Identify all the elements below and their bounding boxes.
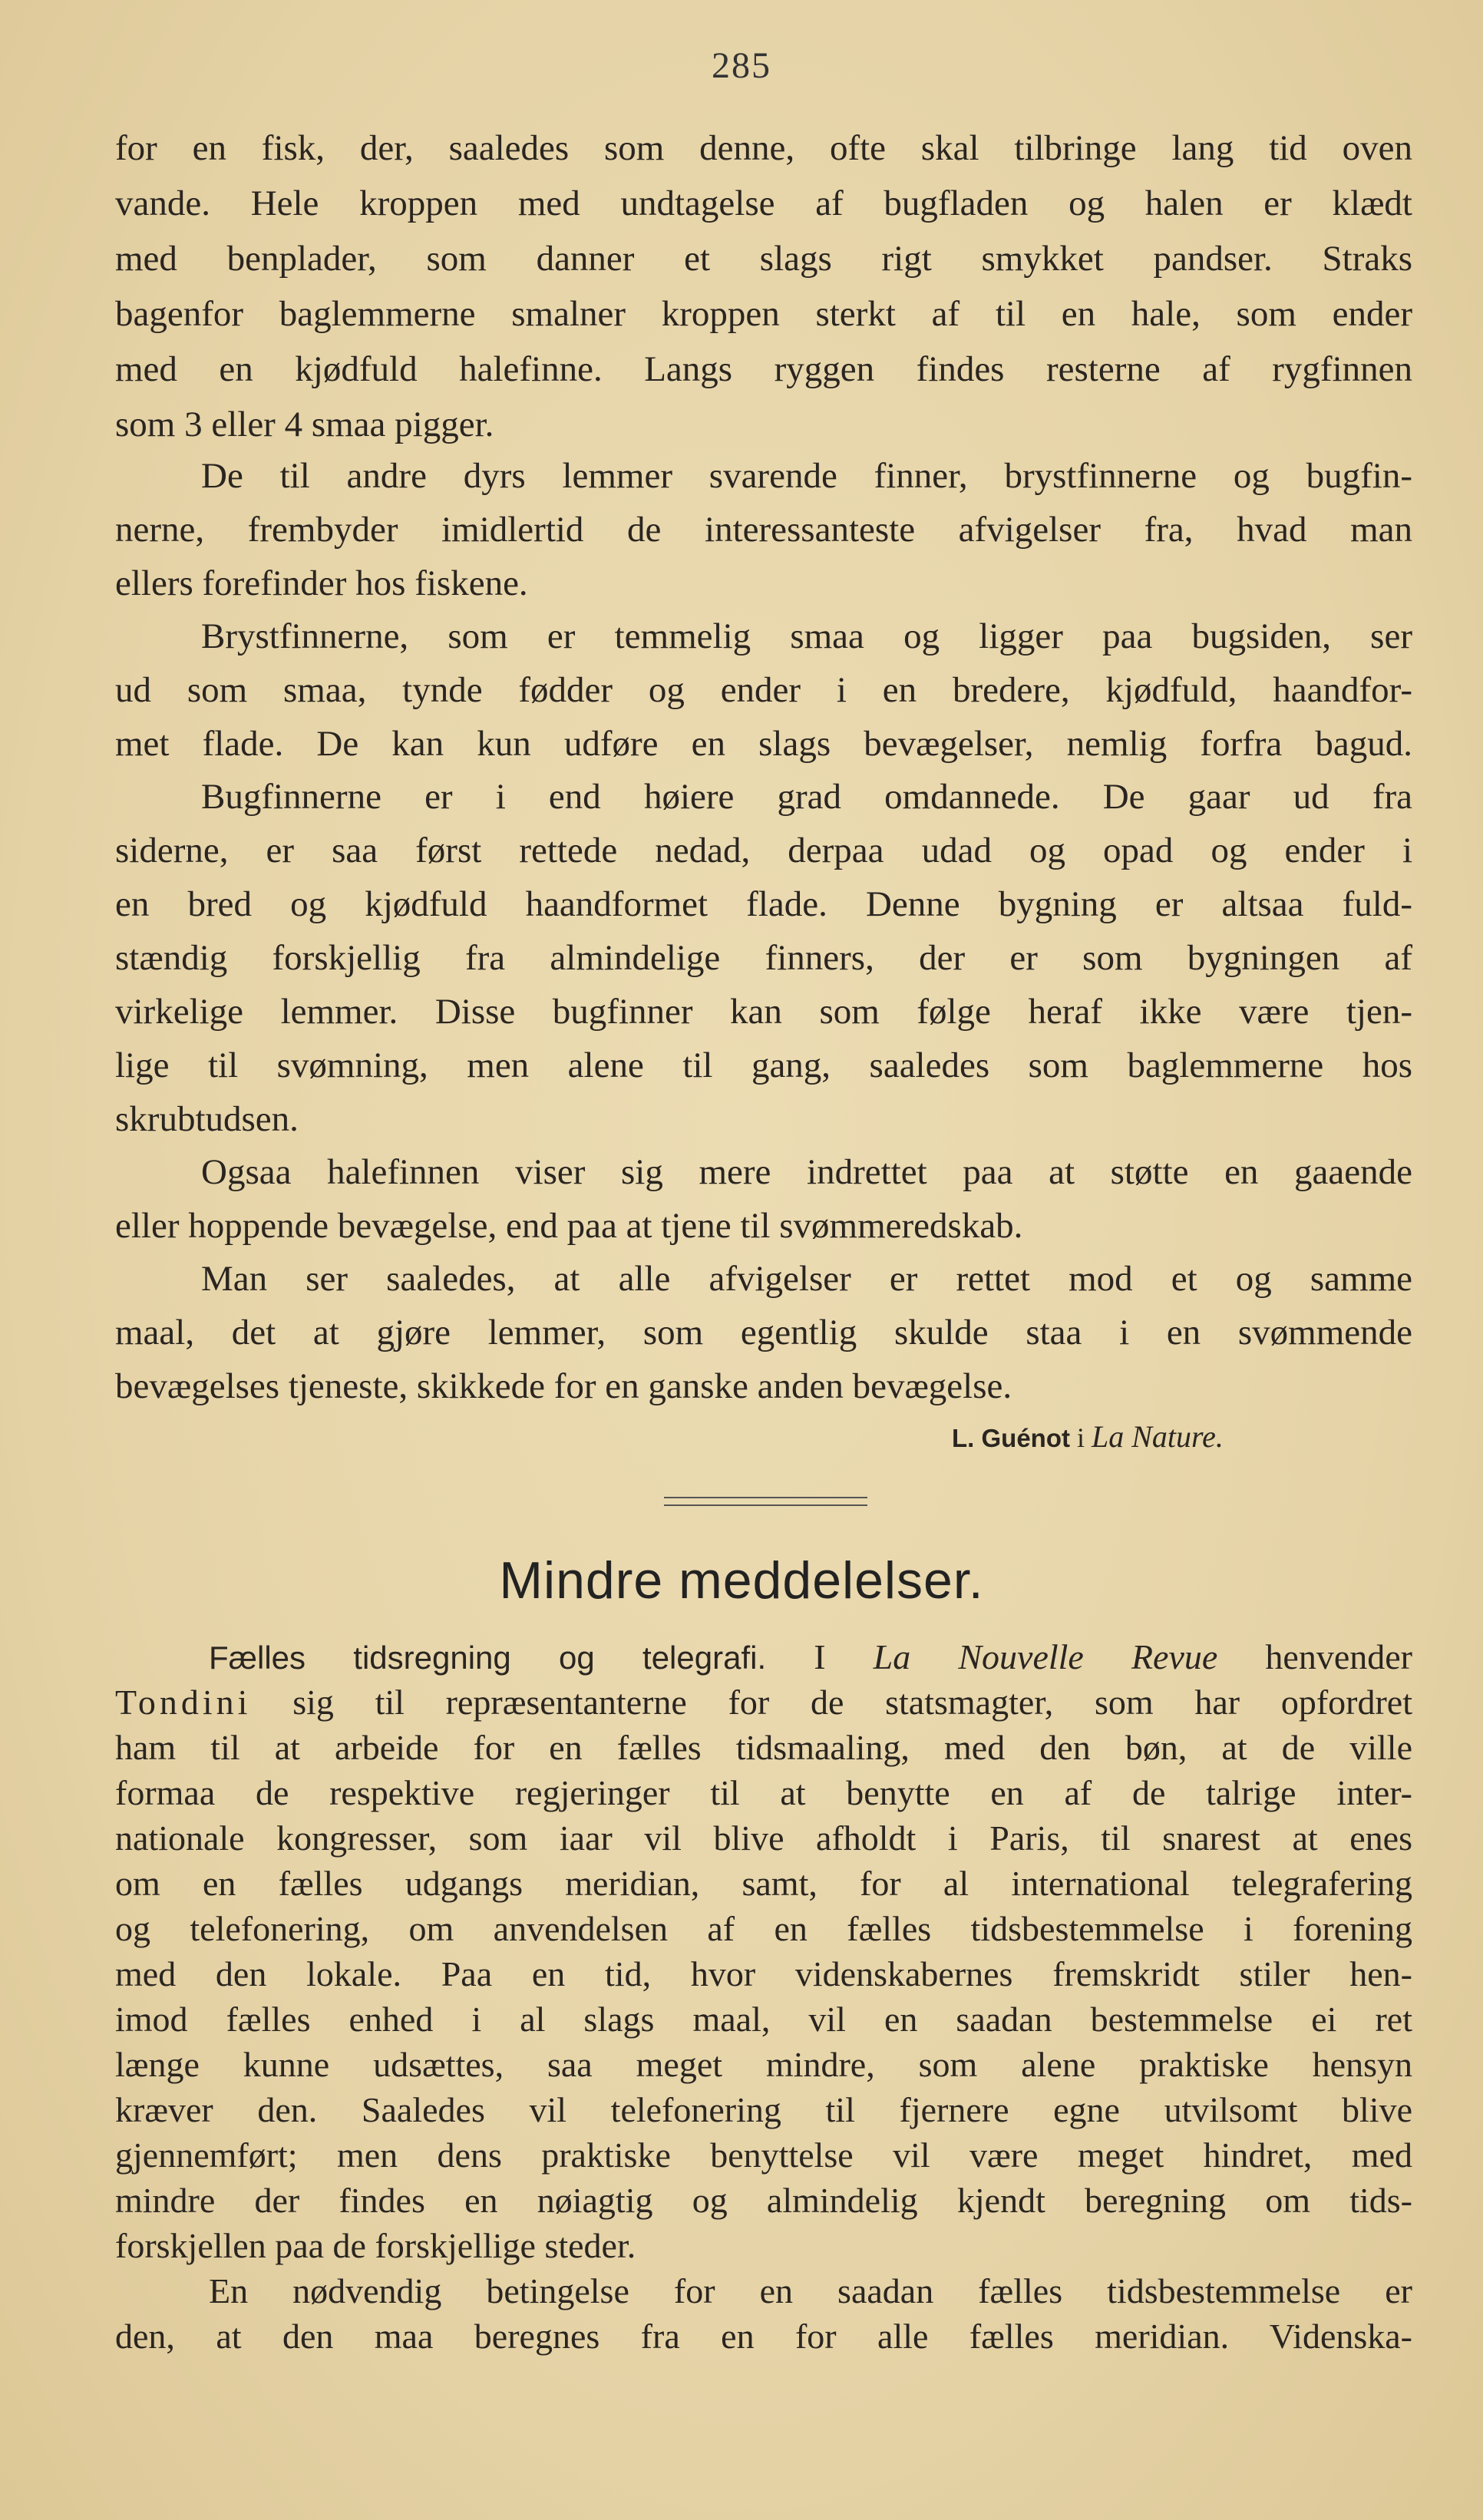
paragraph-line: En nødvendig betingelse for en saadan fælles tidsbestemmelse er: [209, 2271, 1412, 2310]
section-divider: [664, 1497, 867, 1506]
paragraph-line: Man ser saaledes, at alle afvigelser er rettet mod et og samme: [201, 1259, 1412, 1299]
lead-line: [209, 1637, 1412, 1676]
paragraph-line: ud som smaa, tynde fødder og ender i en bredere, kjødfuld, haandfor-: [115, 670, 1412, 710]
paragraph-line: Bugfinnerne er i end høiere grad omdannede. De gaar ud fra: [201, 777, 1412, 817]
lead-pre: I: [814, 1637, 826, 1676]
paragraph-line: met flade. De kan kun udføre en slags bevægelser, nemlig forfra bagud.: [115, 724, 1412, 764]
paragraph-line: med benplader, som danner et slags rigt smykket pandser. Straks: [115, 239, 1412, 279]
paragraph-line: Brystfinnerne, som er temmelig smaa og ligger paa bugsiden, ser: [201, 616, 1412, 656]
paragraph-line: bagenfor baglemmerne smalner kroppen sterkt af til en hale, som ender: [115, 294, 1412, 334]
signature-source: La Nature.: [1092, 1419, 1224, 1454]
paragraph-line: gjennemført; men dens praktiske benyttelse vil være meget hindret, med: [115, 2135, 1412, 2175]
paragraph-line: for en fisk, der, saaledes som denne, ofte skal tilbringe lang tid oven: [115, 128, 1412, 168]
paragraph-line: længe kunne udsættes, saa meget mindre, som alene praktiske hensyn: [115, 2045, 1412, 2084]
paragraph-line: [115, 1685, 1412, 1720]
paragraph-line: vande. Hele kroppen med undtagelse af bugfladen og halen er klædt: [115, 183, 1412, 223]
paragraph-line: mindre der findes en nøiagtig og almindelig kjendt beregning om tids-: [115, 2181, 1412, 2220]
section-title: Mindre meddelelser.: [499, 1551, 984, 1610]
paragraph-line: forskjellen paa de forskjellige steder.: [115, 2226, 636, 2265]
lead-post: henvender: [1265, 1637, 1412, 1676]
page-number: 285: [712, 45, 771, 86]
paragraph-line: nationale kongresser, som iaar vil blive afholdt i Paris, til snarest at enes: [115, 1818, 1412, 1858]
paragraph-line: siderne, er saa først rettede nedad, derpaa udad og opad og ender i: [115, 831, 1412, 870]
paragraph-line: med den lokale. Paa en tid, hvor videnskabernes fremskridt stiler hen-: [115, 1954, 1412, 1993]
paragraph-line: kræver den. Saaledes vil telefonering til fjernere egne utvilsomt blive: [115, 2090, 1412, 2129]
paragraph-line: formaa de respektive regjeringer til at benytte en af de talrige inter-: [115, 1773, 1412, 1812]
signature-author: L. Guénot: [952, 1424, 1070, 1452]
paragraph-line: som 3 eller 4 smaa pigger.: [115, 405, 494, 444]
paragraph-line: Ogsaa halefinnen viser sig mere indrettet paa at støtte en gaaende: [201, 1152, 1412, 1192]
journal-name: La Nouvelle Revue: [873, 1637, 1218, 1676]
paragraph-line: skrubtudsen.: [115, 1099, 299, 1139]
person-name: Tondini: [115, 1683, 252, 1722]
paragraph-line: maal, det at gjøre lemmer, som egentlig skulde staa i en svømmende: [115, 1313, 1412, 1352]
paragraph-line: med en kjødfuld halefinne. Langs ryggen findes resterne af rygfinnen: [115, 349, 1412, 389]
item-heading: Fælles tidsregning og telegrafi.: [209, 1640, 767, 1676]
paragraph-line: virkelige lemmer. Disse bugfinner kan som følge heraf ikke være tjen-: [115, 992, 1412, 1032]
paragraph-line: en bred og kjødfuld haandformet flade. Denne bygning er altsaa fuld-: [115, 884, 1412, 924]
paragraph-line: lige til svømning, men alene til gang, saaledes som baglemmerne hos: [115, 1045, 1412, 1085]
paragraph-line: De til andre dyrs lemmer svarende finner, brystfinnerne og bugfin-: [201, 456, 1412, 496]
paragraph-line: den, at den maa beregnes fra en for alle fælles meridian. Videnska-: [115, 2317, 1412, 2356]
article-signature: [952, 1419, 1224, 1455]
paragraph-line: ham til at arbeide for en fælles tidsmaaling, med den bøn, at de ville: [115, 1728, 1412, 1767]
paragraph-line: og telefonering, om anvendelsen af en fælles tidsbestemmelse i forening: [115, 1909, 1412, 1948]
paragraph-line: eller hoppende bevægelse, end paa at tjene til svømmeredskab.: [115, 1206, 1023, 1246]
line-rest: sig til repræsentanterne for de statsmagter, som har opfordret: [292, 1683, 1413, 1722]
paragraph-line: imod fælles enhed i al slags maal, vil en saadan bestemmelse ei ret: [115, 2000, 1412, 2039]
paragraph-line: bevægelses tjeneste, skikkede for en ganske anden bevægelse.: [115, 1366, 1012, 1406]
paragraph-line: nerne, frembyder imidlertid de interessanteste afvigelser fra, hvad man: [115, 510, 1412, 550]
signature-connector: i: [1076, 1422, 1085, 1453]
paragraph-line: stændig forskjellig fra almindelige finners, der er som bygningen af: [115, 938, 1412, 978]
paragraph-line: om en fælles udgangs meridian, samt, for al international telegrafering: [115, 1864, 1412, 1903]
paragraph-line: ellers forefinder hos fiskene.: [115, 563, 528, 603]
